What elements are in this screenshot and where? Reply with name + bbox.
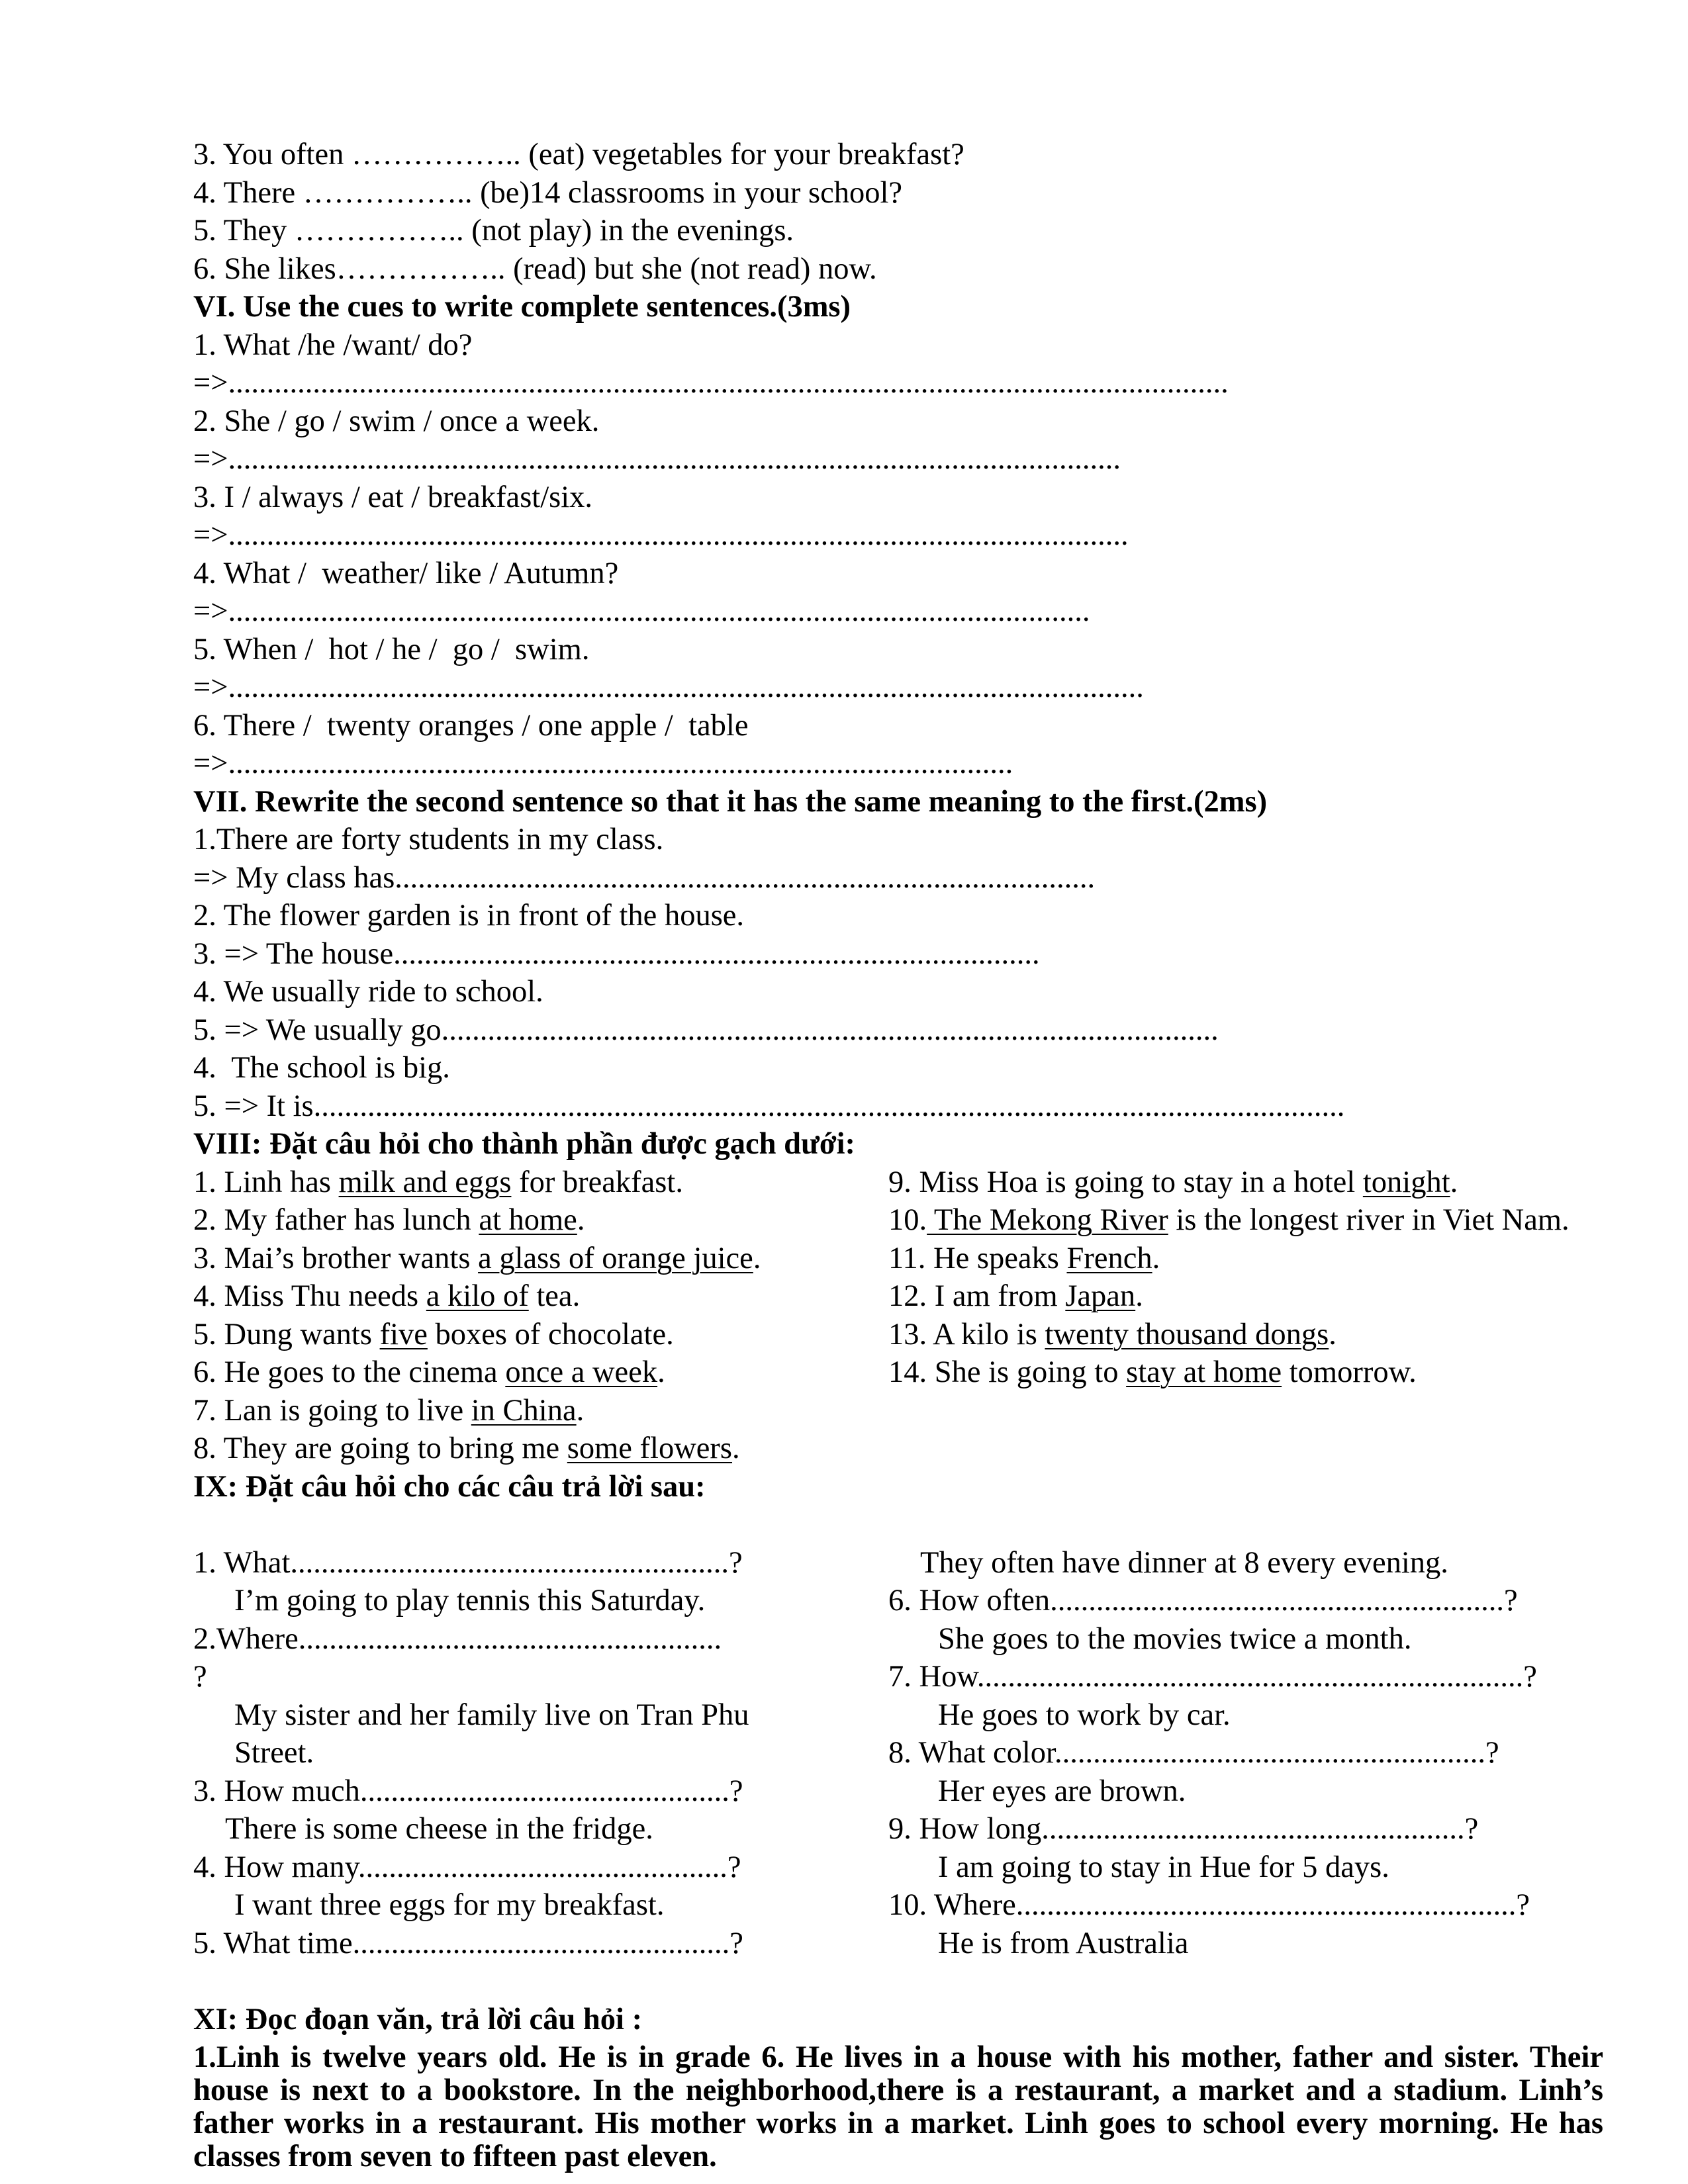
answer-line: =>.................................................................................................................... — [193, 442, 1121, 476]
answer-line: =>....................................................................................................................... — [193, 670, 1144, 704]
question-item: 9. Miss Hoa is going to stay in a hotel tonight. — [888, 1165, 1458, 1199]
underlined-phrase: five — [379, 1317, 428, 1351]
underlined-phrase: at home — [479, 1203, 577, 1237]
underlined-phrase: milk and eggs — [338, 1165, 512, 1199]
rewrite-line: 5. => It is...................................................................................................................................... — [193, 1089, 1345, 1123]
exercise-v-continued — [193, 136, 1603, 288]
answer-text: He goes to work by car. — [938, 1698, 1231, 1732]
cue-line: 1. What /he /want/ do? — [193, 328, 473, 362]
question-item: 7. Lan is going to live in China. — [193, 1393, 585, 1428]
section-ix-heading: IX: Đặt câu hỏi cho các câu trả lời sau: — [193, 1469, 706, 1504]
answer-text: I’m going to play tennis this Saturday. — [234, 1584, 706, 1617]
exercise-line: 6. She likes…………….. (read) but she (not read) now. — [193, 251, 877, 286]
question-prompt: 10. Where.................................................................? — [888, 1888, 1530, 1922]
underlined-phrase: once a week — [505, 1355, 658, 1389]
question-prompt: 6. How often...........................................................? — [888, 1584, 1518, 1617]
answer-text: He is from Australia — [938, 1926, 1189, 1960]
question-item: 13. A kilo is twenty thousand dongs. — [888, 1317, 1336, 1351]
answer-text: My sister and her family live on Tran Phu Street. — [234, 1698, 749, 1770]
underlined-phrase: French — [1066, 1241, 1152, 1275]
exercise-line: 5. They …………….. (not play) in the evenings. — [193, 214, 794, 248]
answer-text: There is some cheese in the fridge. — [225, 1812, 653, 1846]
question-item: 1. Linh has milk and eggs for breakfast. — [193, 1165, 683, 1199]
underlined-phrase: Japan — [1065, 1279, 1136, 1313]
question-item: 4. Miss Thu needs a kilo of tea. — [193, 1279, 581, 1313]
rewrite-line: => My class has........................................................................................... — [193, 860, 1096, 895]
exercise-line: 4. There …………….. (be)14 classrooms in your school? — [193, 175, 903, 210]
rewrite-line: 1.There are forty students in my class. — [193, 823, 664, 856]
section-viii-columns — [193, 1163, 1603, 1468]
question-item: 6. He goes to the cinema once a week. — [193, 1355, 665, 1389]
underlined-phrase: in China — [471, 1393, 577, 1428]
section-xi-heading: XI: Đọc đoạn văn, trả lời câu hỏi : — [193, 2002, 643, 2036]
question-item: 2. My father has lunch at home. — [193, 1203, 585, 1237]
section-vi — [193, 288, 1603, 783]
answer-text: I want three eggs for my breakfast. — [234, 1888, 665, 1922]
question-item: 10. The Mekong River is the longest river in Viet Nam. — [888, 1203, 1570, 1237]
cue-line: 5. When / hot / he / go / swim. — [193, 632, 590, 666]
question-item: 11. He speaks French. — [888, 1241, 1160, 1275]
question-prompt: 5. What time.................................................? — [193, 1926, 743, 1960]
question-prompt: 2.Where....................................................... — [193, 1621, 722, 1656]
answer-text: I am going to stay in Hue for 5 days. — [938, 1850, 1389, 1884]
underlined-phrase: twenty thousand dongs — [1045, 1317, 1329, 1351]
underlined-phrase: a kilo of — [426, 1279, 529, 1313]
section-viii-right-column — [888, 1163, 1603, 1468]
cue-line: 3. I / always / eat / breakfast/six. — [193, 480, 593, 514]
answer-text: She goes to the movies twice a month. — [938, 1621, 1412, 1656]
section-viii-heading: VIII: Đặt câu hỏi cho thành phần được gạch dưới: — [193, 1127, 856, 1161]
question-prompt: 1. What.........................................................? — [193, 1545, 743, 1580]
answer-line: =>................................................................................................................ — [193, 594, 1090, 628]
underlined-phrase: some flowers — [567, 1432, 733, 1465]
question-item: 14. She is going to stay at home tomorrow. — [888, 1355, 1417, 1389]
question-prompt: ? — [193, 1660, 207, 1694]
question-prompt: 4. How many................................................? — [193, 1850, 741, 1884]
rewrite-line: 2. The flower garden is in front of the house. — [193, 899, 745, 933]
question-prompt: 8. What color........................................................? — [888, 1736, 1499, 1770]
section-vii — [193, 783, 1603, 1126]
section-ix-right-column — [888, 1544, 1603, 1963]
question-item: 5. Dung wants five boxes of chocolate. — [193, 1317, 674, 1351]
question-prompt: 9. How long.......................................................? — [888, 1812, 1479, 1846]
section-ix-left-column — [193, 1544, 802, 1963]
exercise-line: 3. You often …………….. (eat) vegetables for your breakfast? — [193, 138, 964, 171]
underlined-phrase: a glass of orange juice — [478, 1241, 753, 1275]
question-item: 3. Mai’s brother wants a glass of orange juice. — [193, 1241, 761, 1275]
underlined-phrase: The Mekong River — [927, 1203, 1168, 1237]
answer-text: Her eyes are brown. — [938, 1774, 1186, 1808]
answer-text: They often have dinner at 8 every evening. — [920, 1545, 1448, 1580]
underlined-phrase: stay at home — [1126, 1355, 1282, 1389]
section-viii-left-column — [193, 1163, 802, 1468]
cue-line: 2. She / go / swim / once a week. — [193, 404, 600, 438]
section-vii-heading: VII. Rewrite the second sentence so that it has the same meaning to the first.(2ms) — [193, 784, 1268, 819]
cue-line: 6. There / twenty oranges / one apple / table — [193, 708, 749, 743]
section-ix-columns — [193, 1544, 1603, 1963]
question-item: 12. I am from Japan. — [888, 1279, 1143, 1313]
answer-line: =>.................................................................................................................................. — [193, 366, 1229, 400]
rewrite-line: 3. => The house.................................................................................... — [193, 936, 1040, 971]
question-prompt: 7. How.......................................................................? — [888, 1660, 1537, 1694]
reading-passage: 1.Linh is twelve years old. He is in grade 6. He lives in a house with his mother, father and sister. Their house is next to a bookstore. In the neighborhood,there is a restaurant, a market and a stadium. Linh’s father works in a restaurant. His mother works in a market. Linh goes to school every morning. He has classes from seven to fifteen past eleven. — [193, 2040, 1603, 2173]
question-item: 8. They are going to bring me some flowers. — [193, 1432, 740, 1465]
cue-line: 4. What / weather/ like / Autumn? — [193, 556, 619, 590]
rewrite-line: 4. We usually ride to school. — [193, 975, 543, 1009]
worksheet-page — [193, 136, 1603, 2173]
section-ix — [193, 1468, 1603, 1963]
answer-line: =>...................................................................................................... — [193, 747, 1013, 780]
rewrite-line: 4. The school is big. — [193, 1051, 450, 1085]
section-viii — [193, 1125, 1603, 1468]
rewrite-line: 5. => We usually go..................................................................................................... — [193, 1013, 1219, 1047]
question-prompt: 3. How much................................................? — [193, 1774, 743, 1808]
answer-line: =>..................................................................................................................... — [193, 518, 1129, 552]
section-vi-heading: VI. Use the cues to write complete sentences.(3ms) — [193, 290, 851, 324]
section-xi — [193, 1962, 1603, 2173]
underlined-phrase: tonight — [1362, 1165, 1450, 1199]
